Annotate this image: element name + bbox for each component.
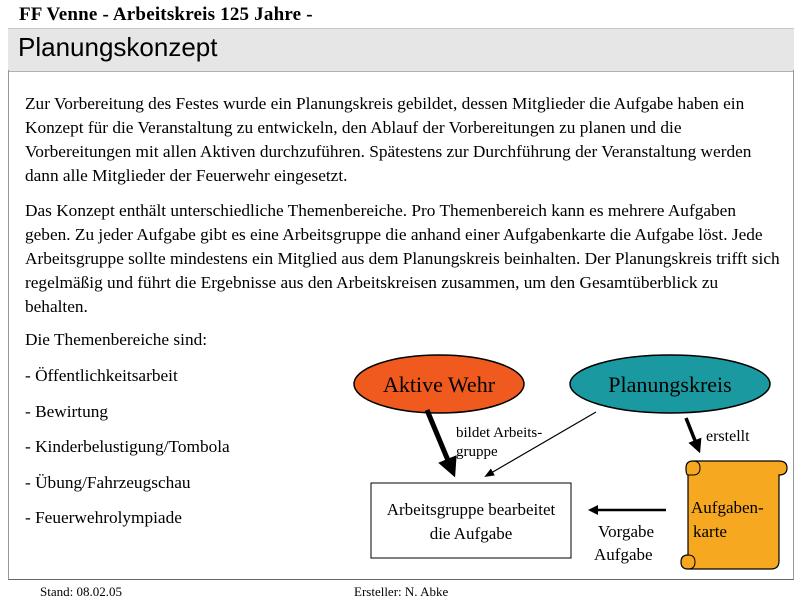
vorgabe-label-line2: Aufgabe	[594, 545, 653, 564]
arrow-aktive-to-gruppe	[427, 410, 452, 470]
topic-item: - Bewirtung	[25, 401, 109, 421]
erstellt-label: erstellt	[706, 428, 750, 445]
slide-title: Planungskonzept	[18, 32, 218, 62]
arbeitsgruppe-box	[371, 483, 571, 558]
topics-heading: Die Themenbereiche sind:	[25, 330, 208, 349]
concept-paragraph: Das Konzept enthält unterschiedliche Themenbereiche. Pro Themenbereich kann es mehrere Aufgaben geben. Zu jeder Aufgabe gibt es eine Arbeitsgruppe die anhand einer Aufgabenkarte die Aufgabe löst. Jede Arbeitsgruppe sollte mindestens ein Mitglied aus dem Planungskreis beinhalten. Der Planungskreis trifft sich regelmäßig und führt die Ergebnisse aus den Arbeitskreisen zusammen, um den Gesamtüberblick zu behalten.	[25, 201, 780, 316]
vorgabe-label-line1: Vorgabe	[598, 522, 655, 541]
arrow-planung-to-gruppe	[486, 412, 596, 476]
aufgabenkarte-label-line1: Aufgaben-	[691, 498, 764, 517]
footer-date: Stand: 08.02.05	[40, 584, 122, 599]
arrow-planung-to-karte	[686, 418, 698, 448]
aufgabenkarte-label-line2: karte	[693, 522, 727, 541]
bildet-label-line2: gruppe	[456, 444, 498, 460]
footer-author: Ersteller: N. Abke	[354, 584, 449, 599]
intro-paragraph: Zur Vorbereitung des Festes wurde ein Planungskreis gebildet, dessen Mitglieder die Aufgabe haben ein Konzept für die Veranstaltung zu entwickeln, den Ablauf der Vorbereitungen zu planen und die Vorbereitungen mit allen Aktiven durchzuführen. Spätestens zur Durchführung der Veranstaltung werden dann alle Mitglieder der Feuerwehr eingesetzt.	[25, 94, 752, 185]
planungskreis-label: Planungskreis	[608, 372, 732, 397]
topic-item: - Öffentlichkeitsarbeit	[25, 366, 178, 385]
topic-item: - Feuerwehrolympiade	[25, 508, 182, 527]
bildet-label-line1: bildet Arbeits-	[456, 425, 543, 441]
presentation-header: FF Venne - Arbeitskreis 125 Jahre -	[19, 4, 313, 25]
arbeitsgruppe-label-line1: Arbeitsgruppe bearbeitet	[386, 500, 556, 519]
topic-item: - Übung/Fahrzeugschau	[25, 472, 191, 492]
aktive-wehr-label: Aktive Wehr	[382, 372, 496, 397]
arbeitsgruppe-label-line2: die Aufgabe	[429, 524, 513, 543]
topic-item: - Kinderbelustigung/Tombola	[25, 437, 230, 456]
